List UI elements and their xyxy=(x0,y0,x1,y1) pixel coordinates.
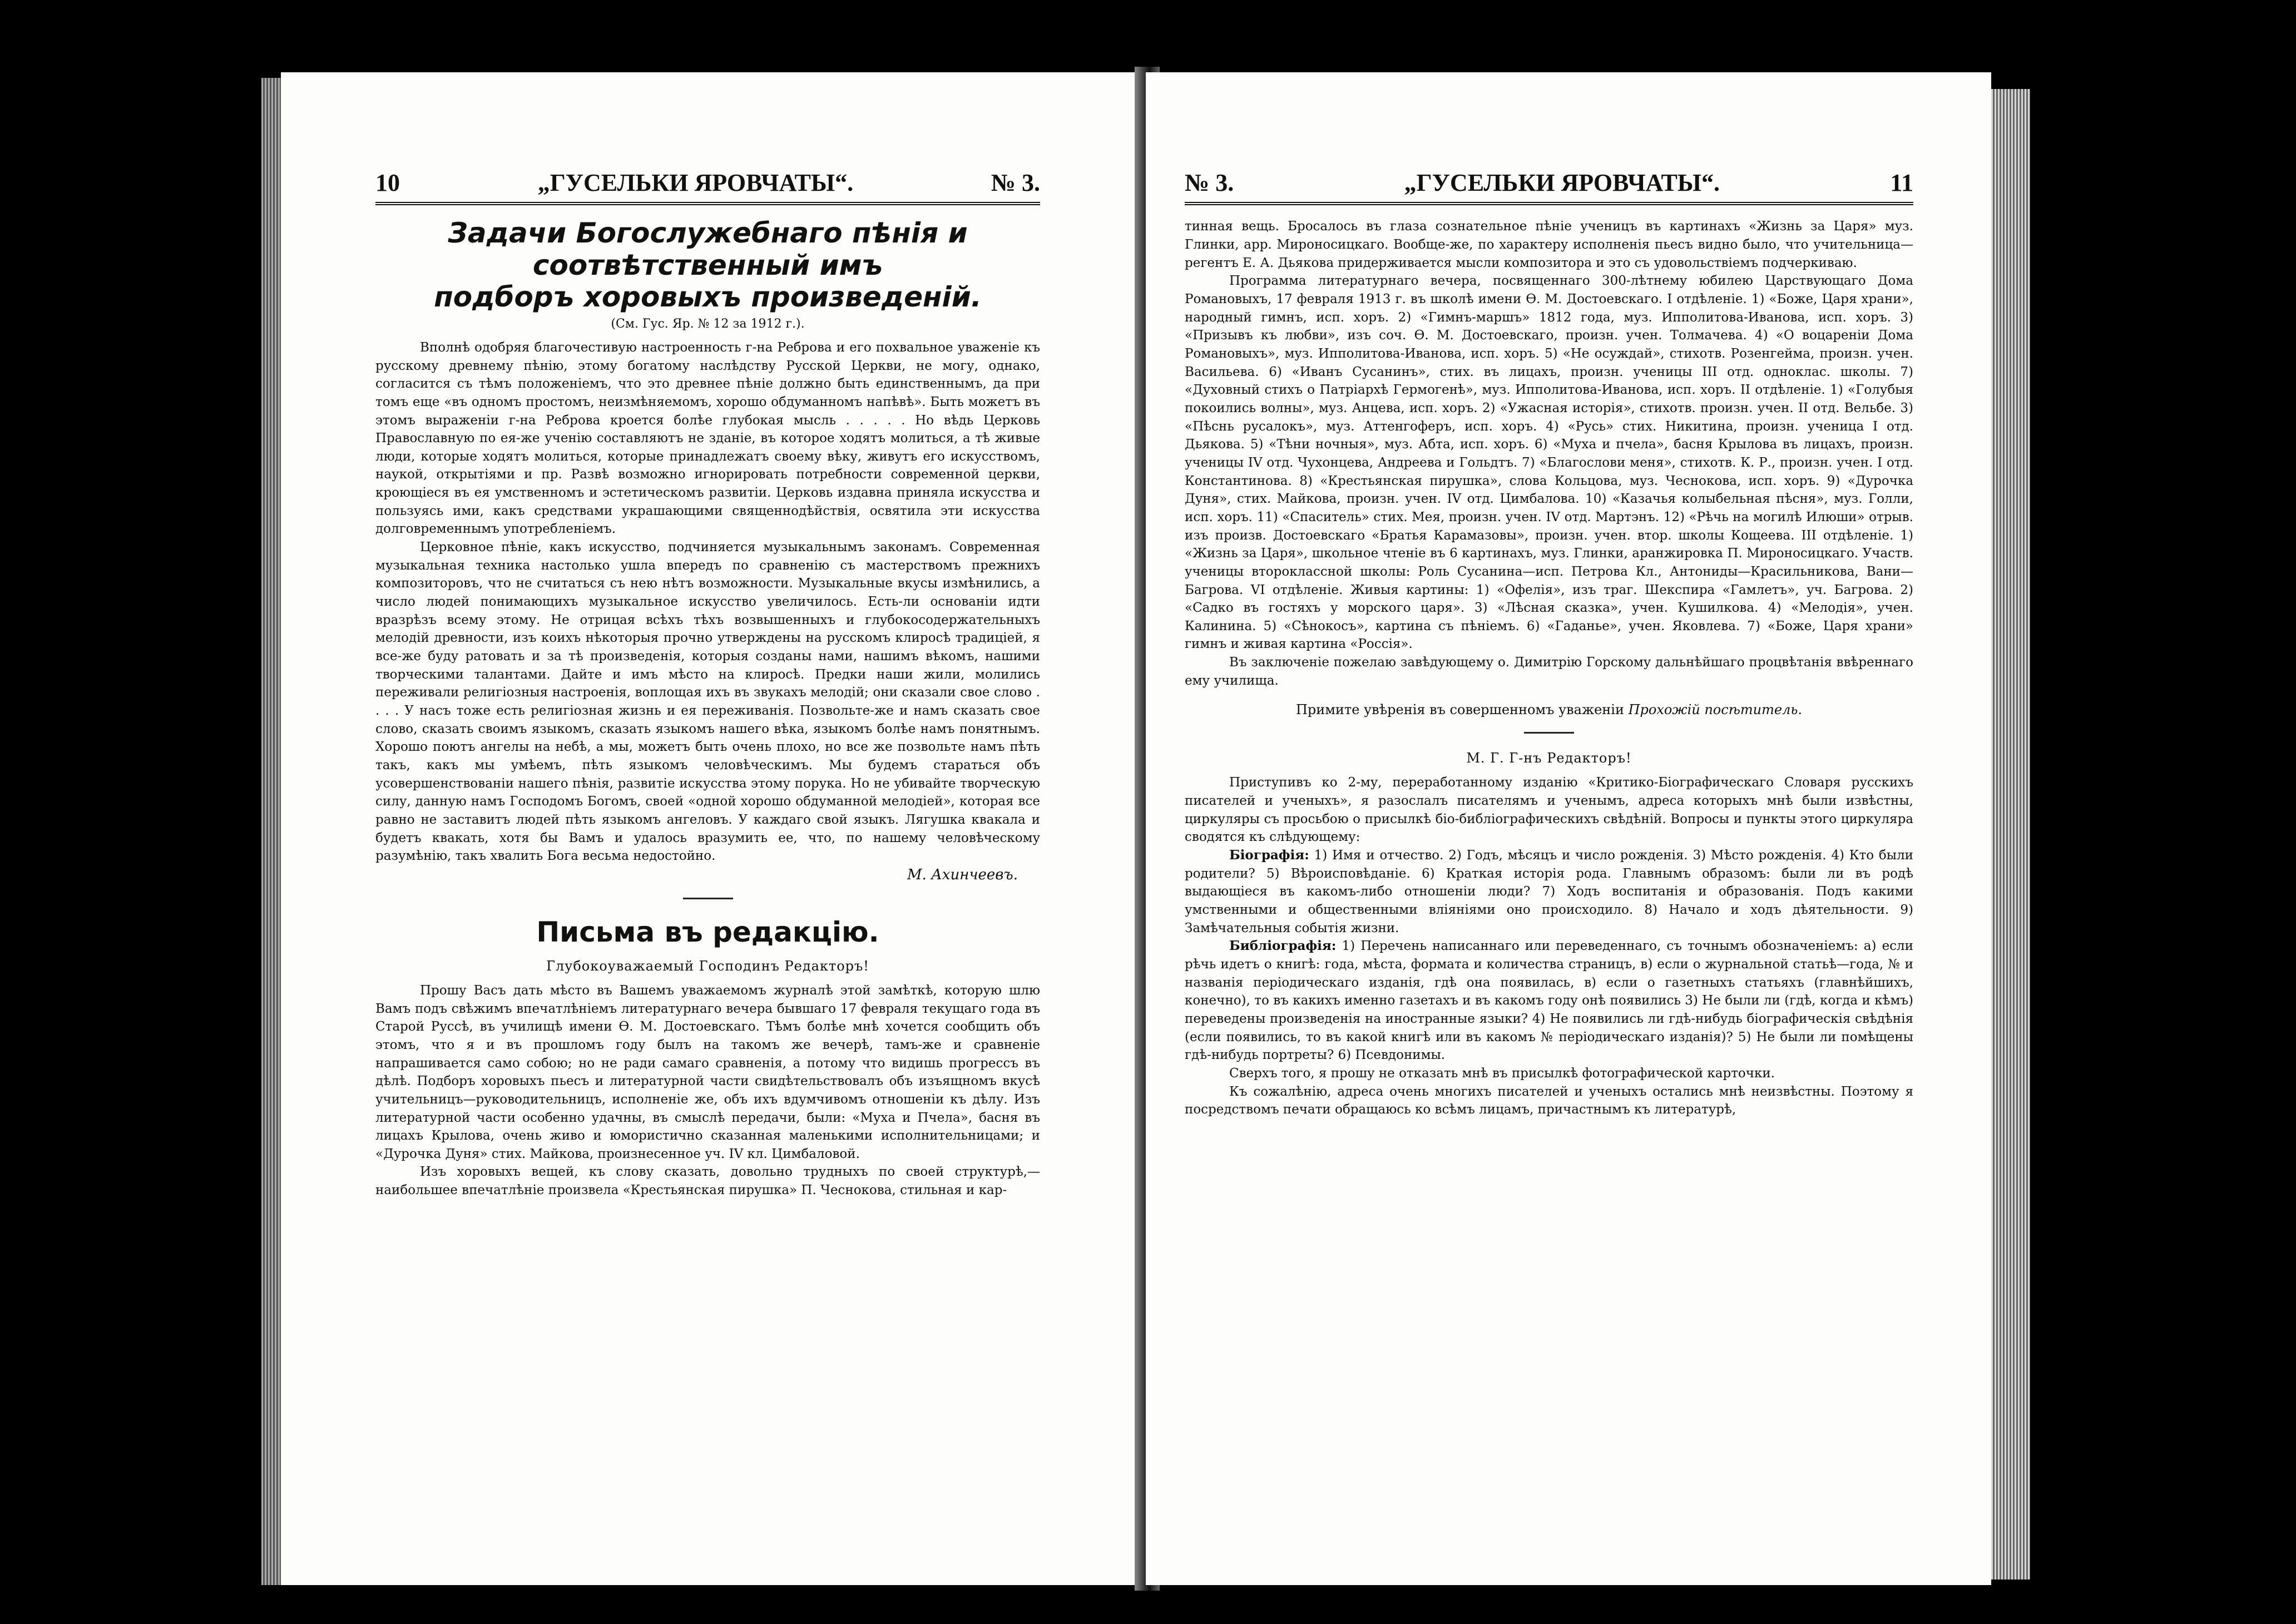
letter-salutation: Глубокоуважаемый Господинъ Редакторъ! xyxy=(546,958,869,974)
letter2-salutation: М. Г. Г-нъ Редакторъ! xyxy=(1466,750,1632,766)
biography-paragraph xyxy=(1185,846,1913,937)
right-page xyxy=(1146,72,1991,1585)
bibliography-paragraph xyxy=(1185,937,1913,1064)
article-paragraph: Вполнѣ одобряя благочестивую настроенность г-на Реброва и его похвальное уваженіе къ русскому древнему пѣнію, этому богатому наслѣдству Русской Церкви, не могу, однако, согласится съ тѣмъ положеніемъ, что это древнее пѣніе должно быть единственнымъ, да при томъ еще «въ одномъ простомъ, неизмѣняемомъ, хорошо обдуманномъ напѣвѣ». Быть можетъ въ этомъ выраженіи г-на Реброва кроется болѣе глубокая мысль . . . . . Но вѣдь Церковь Православную по ея-же ученію составляютъ не зданіе, въ которое ходятъ молиться, а тѣ живые люди, которые ходятъ молиться, которые принадлежатъ своему вѣку, живутъ его искусствомъ, наукой, открытіями и пр. Развѣ возможно игнорировать потребности современной церкви, кроющіеся въ ея умственномъ и эстетическомъ развитіи. Церковь издавна приняла искусства и пользуясь ими, какъ средствами украшающими священнодѣйствія, освятила эти искусства долговременнымъ употребленіемъ. xyxy=(375,340,1040,537)
right-page-content xyxy=(1185,170,1913,1119)
letter2-paragraph: Сверхъ того, я прошу не отказать мнѣ въ присылкѣ фотографической карточки. xyxy=(1229,1066,1775,1081)
section-separator xyxy=(683,898,733,899)
article-title-line2: подборъ хоровыхъ произведеній. xyxy=(434,281,982,314)
page-number: 10 xyxy=(375,169,400,196)
letters-section-title: Письма въ редакцію. xyxy=(536,915,879,948)
journal-title: „ГУСЕЛЬКИ ЯРОВЧАТЫ“. xyxy=(537,169,854,196)
letter-paragraph: Изъ хоровыхъ вещей, къ слову сказать, довольно трудныхъ по своей структурѣ,—наибольшее впечатлѣніе произвела «Крестьянская пирушка» П. Чеснокова, стильная и кар- xyxy=(375,1165,1040,1198)
page-edge-right xyxy=(1991,89,2030,1580)
closing-text: Примите увѣренія въ совершенномъ уваженіи xyxy=(1295,702,1624,718)
biography-label: Біографія: xyxy=(1229,848,1309,863)
closing-signature: Прохожій посѣтитель. xyxy=(1628,702,1803,718)
letter2-paragraph: Къ сожалѣнію, адреса очень многихъ писателей и ученыхъ остались мнѣ неизвѣстны. Поэтому я посредствомъ печати обращаюсь ко всѣмъ лицамъ, причастнымъ къ литературѣ, xyxy=(1185,1084,1913,1117)
issue-number: № 3. xyxy=(991,169,1040,196)
article-title xyxy=(375,217,1040,314)
journal-title: „ГУСЕЛЬКИ ЯРОВЧАТЫ“. xyxy=(1404,169,1720,196)
bibliography-text: 1) Перечень написаннаго или переведеннаго, съ точнымъ обозначеніемъ: а) если рѣчь идетъ о книгѣ: года, мѣста, формата и количества страницъ, в) если о журнальной статьѣ—года, № и названія періодическаго изданія, гдѣ она появилась, в) если о газетныхъ статьяхъ (главнѣйшихъ, конечно), то въ какихъ именно газетахъ и въ какомъ году онѣ появились 3) Не были ли (гдѣ, когда и кѣмъ) переведены произведенія на иностранные языки? 4) Не появились ли гдѣ-нибудь біографическія свѣдѣнія (если появились, то въ какой книгѣ или въ какомъ № періодическаго изданія)? 5) Не были ли помѣщены гдѣ-нибудь портреты? 6) Псевдонимы. xyxy=(1185,939,1913,1063)
biography-text: 1) Имя и отчество. 2) Годъ, мѣсяцъ и число рожденія. 3) Мѣсто рожденія. 4) Кто были родители? 5) Вѣроисповѣданіе. 6) Краткая исторія рода. Главнымъ образомъ: были ли въ родѣ выдающіеся въ какомъ-либо отношеніи люди? 7) Ходъ воспитанія и образованія. Подъ какими умственными и общественными вліяніями оно происходило. 8) Начало и ходъ дѣятельности. 9) Замѣчательныя событія жизни. xyxy=(1185,848,1914,935)
article-title-line1: Задачи Богослужебнаго пѣнія и соотвѣтственный имъ xyxy=(448,217,968,281)
article-signature: М. Ахинчеевъ. xyxy=(907,866,1018,883)
right-running-head xyxy=(1185,170,1913,205)
page-edge-left xyxy=(261,78,284,1585)
article-reference: (См. Гус. Яр. № 12 за 1912 г.). xyxy=(611,316,805,331)
letter-paragraph: Въ заключеніе пожелаю завѣдующему о. Димитрію Горскому дальнѣйшаго процвѣтанія ввѣреннаго ему училища. xyxy=(1185,655,1913,688)
section-separator xyxy=(1524,732,1574,734)
article-paragraph: Церковное пѣніе, какъ искусство, подчиняется музыкальнымъ законамъ. Современная музыкальная техника настолько ушла впередъ по сравненію съ мастерствомъ прежнихъ композиторовъ, что не считаться съ нею нѣтъ возможности. Музыкальные вкусы измѣнились, а число людей понимающихъ музыкальное искусство увеличилось. Есть-ли основаніи идти вразрѣзъ всему этому. Не отрицая всѣхъ тѣхъ возвышенныхъ и глубокосодержательныхъ мелодій древности, изъ коихъ нѣкоторыя прочно утверждены на русскомъ клиросѣ традиціей, я все-же буду ратовать и за тѣ произведенія, которыя созданы нами, нашимъ вѣкомъ, нашими творческими талантами. Дайте и имъ мѣсто на клиросѣ. Предки наши жили, молились переживали религіозныя настроенія, воплощая ихъ въ звукахъ мелодій; они сказали свое слово . . . . У насъ тоже есть религіозная жизнь и ея переживанія. Позвольте-же и намъ сказать свое слово, сказать своимъ языкомъ, сказать языкомъ нашего вѣка, языкомъ болѣе намъ понятнымъ. Хорошо поютъ ангелы на небѣ, а мы, можетъ быть очень плохо, но все же позвольте намъ пѣть такъ, какъ мы умѣемъ, пѣть языкомъ человѣческимъ. Мы будемъ стараться объ усовершенствованіи нашего пѣнія, развитіе искусства этому порука. Но не убивайте творческую силу, данную намъ Господомъ Богомъ, своей «одной хорошо обдуманной мелодіей», которая все равно не заставитъ людей пѣть языкомъ ангеловъ. У каждаго свой языкъ. Лягушка квакала и будетъ квакать, хотя бы Вамъ и удалось вразумить ее, что, по нашему человѣческому разумѣнію, такъ хвалить Бога весьма недостойно. xyxy=(375,540,1040,864)
left-running-head xyxy=(375,170,1040,205)
issue-number: № 3. xyxy=(1185,169,1234,196)
left-page xyxy=(281,72,1149,1585)
left-page-content xyxy=(375,170,1040,1200)
page-number: 11 xyxy=(1890,169,1913,196)
bibliography-label: Библіографія: xyxy=(1229,938,1337,954)
program-paragraph: Программа литературнаго вечера, посвященнаго 300-лѣтнему юбилею Царствующаго Дома Романовыхъ, 17 февраля 1913 г. въ школѣ имени Ѳ. М. Достоевскаго. I отдѣленіе. 1) «Боже, Царя храни», народный гимнъ, исп. хоръ. 2) «Гимнъ-маршъ» 1812 года, муз. Ипполитова-Иванова, исп. хоръ. 3) «Призывъ къ любви», изъ соч. Ѳ. М. Достоевскаго, произн. учен. Толмачева. 4) «О воцареніи Дома Романовыхъ», муз. Ипполитова-Иванова, исп. хоръ. 5) «Не осуждай», стихотв. Розенгейма, произн. учен. Васильева. 6) «Иванъ Сусанинъ», стих. въ лицахъ, произн. ученицы III отд. одноклас. школы. 7) «Духовный стихъ о Патріархѣ Гермогенѣ», муз. Ипполитова-Иванова, исп. хоръ. II отдѣленіе. 1) «Голубыя покоились волны», муз. Анцева, исп. хоръ. 2) «Ужасная исторія», стихотв. произн. учен. II отд. Вельбе. 3) «Пѣснь русалокъ», муз. Аттенгоферъ, исп. хоръ. 4) «Русь» стих. Никитина, произн. ученица I отд. Дьякова. 5) «Тѣни ночныя», муз. Абта, исп. хоръ. 6) «Муха и пчела», басня Крылова въ лицахъ, произн. ученицы IV отд. Чухонцева, Андреева и Гольдтъ. 7) «Благослови меня», стихотв. К. Р., произн. учен. I отд. Константинова. 8) «Крестьянская пирушка», слова Кольцова, муз. Чеснокова, исп. хоръ. 9) «Дурочка Дуня», стих. Майкова, произн. учен. IV отд. Цимбалова. 10) «Казачья колыбельная пѣсня», муз. Голли, исп. хоръ. 11) «Спаситель» стих. Мея, произн. учен. IV отд. Мартэнъ. 12) «Рѣчь на могилѣ Илюши» отрыв. изъ произв. Достоевскаго «Братья Карамазовы», произн. учен. втор. школы Кощеева. III отдѣленіе. 1) «Жизнь за Царя», школьное чтеніе въ 6 картинахъ, муз. Глинки, аранжировка П. Мироносицкаго. Участв. ученицы второклассной школы: Роль Сусанина—исп. Петрова Кл., Антониды—Красильникова, Вани—Багрова. VI отдѣленіе. Живыя картины: 1) «Офелія», изъ траг. Шекспира «Гамлетъ», уч. Багрова. 2) «Садко въ гостяхъ у морского царя». 3) «Лѣсная сказка», учен. Кушилкова. 4) «Мелодія», учен. Калинина. 5) «Сѣнокосъ», картина съ пѣніемъ. 6) «Гаданье», учен. Яковлева. 7) «Боже, Царя храни» гимнъ и живая картина «Россія». xyxy=(1185,274,1913,652)
letter2-paragraph: Приступивъ ко 2-му, переработанному изданію «Критико-Біографическаго Словаря русскихъ писателей и ученыхъ», я разослалъ писателямъ и ученымъ, адреса которыхъ мнѣ были извѣстны, циркуляры съ просьбою о присылкѣ біо-библіографическихъ свѣдѣній. Вопросы и пункты этого циркуляра сводятся къ слѣдующему: xyxy=(1185,775,1913,845)
letter-closing xyxy=(1185,702,1913,717)
letter-paragraph: тинная вещь. Бросалось въ глаза сознательное пѣніе ученицъ въ картинахъ «Жизнь за Царя» муз. Глинки, арр. Мироносицкаго. Вообще-же, по характеру исполненія пьесъ видно было, что учительница—регентъ Е. А. Дьякова придерживается мысли композитора и это съ удовольствіемъ подчеркиваю. xyxy=(1185,219,1913,270)
letter-paragraph: Прошу Васъ дать мѣсто въ Вашемъ уважаемомъ журналѣ этой замѣткѣ, которую шлю Вамъ подъ свѣжимъ впечатлѣніемъ литературнаго вечера бывшаго 17 февраля текущаго года въ Старой Руссѣ, въ училищѣ имени Ѳ. М. Достоевскаго. Тѣмъ болѣе мнѣ хочется сообщить объ этомъ, что я и въ прошломъ году былъ на такомъ же вечерѣ, тамъ-же и сравненіе напрашивается само собою; но не ради самаго сравненія, а потому что видишь прогрессъ въ дѣлѣ. Подборъ хоровыхъ пьесъ и литературной части свидѣтельствовалъ объ изъящномъ вкусѣ учительницъ—руководительницъ, исполненіе же, объ ихъ вдумчивомъ отношеніи къ дѣлу. Изъ литературной части особенно удачны, въ смыслѣ передачи, были: «Муха и Пчела», басня въ лицахъ Крылова, очень живо и юмористично сказанная маленькими исполнительницами; и «Дурочка Дуня» стих. Майкова, произнесенное уч. IV кл. Цимбаловой. xyxy=(375,983,1040,1161)
